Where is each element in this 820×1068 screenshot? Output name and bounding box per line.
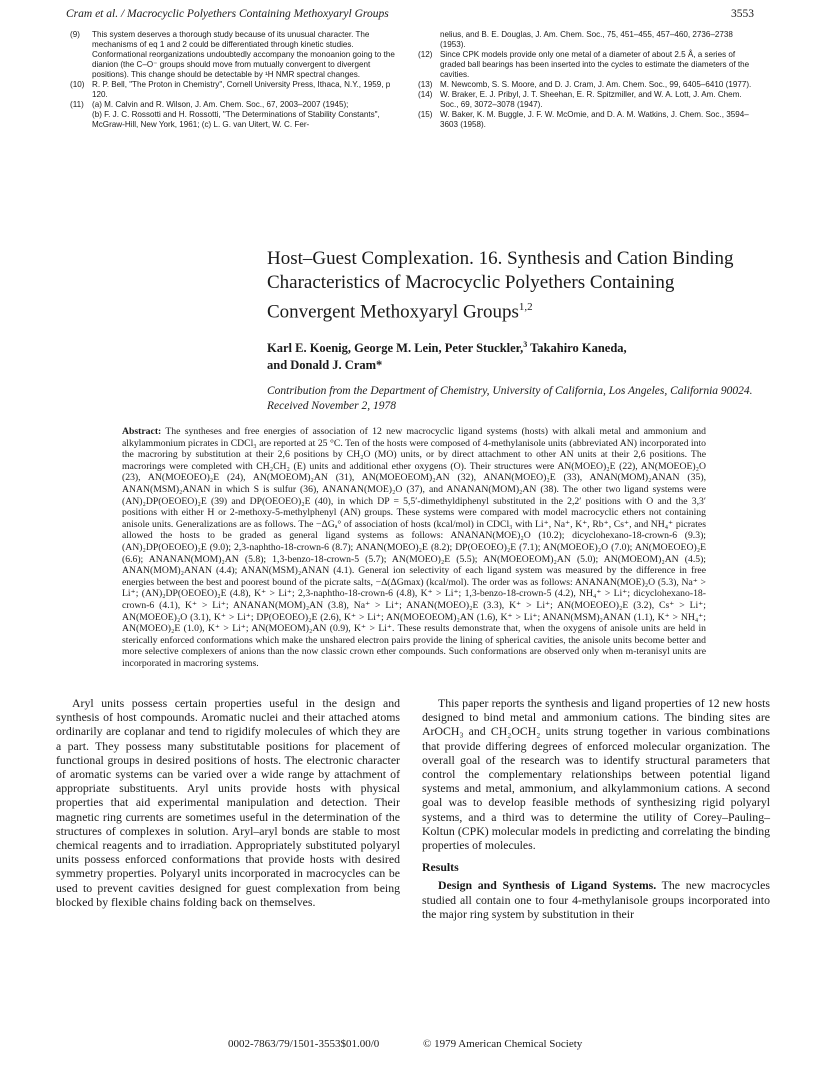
reference-item [70, 100, 404, 130]
running-head-title: Cram et al. / Macrocyclic Polyethers Containing Methoxyaryl Groups [66, 8, 389, 20]
reference-text: This system deserves a thorough study because of its unusual character. The mechanisms of eq 1 and 2 could be differentiated through kinetic studies. Conformational reorganizations undoubtedly accompany the monoanion going to the dianion (the C–O⁻ groups should move from mutually convergent to divergent positions). This change should be detectable by ¹H NMR spectral changes. [92, 30, 395, 79]
authors-line-1-end: Takahiro Kaneda, [527, 341, 627, 356]
references-right-column [418, 30, 758, 130]
references-left-column [70, 30, 404, 130]
reference-item [70, 80, 404, 100]
reference-item [418, 30, 758, 50]
abstract-text: The syntheses and free energies of association of 12 new macrocyclic ligand systems (hosts) with alkali metal and ammonium and alkylammonium picrates in CDCl₃ are reported at 25 °C. Ten of the hosts were composed of 4-methylanisole units (abbreviated AN) incorporated into the macroring by substitution at their 2,6 positions by CH₂O (MO) units, or by direct attachment to other AN units at their 2,6 positions. The macrorings were completed with CH₂CH₂ (E) units and additional ether oxygens (O). Their structures were AN(MOEO)₂E (22), AN(MOEOE)₂O (23), AN(MOEOEO)₂E (24), AN(MOEOM)₂AN (31), AN(MOEOEOM)₂AN (32), ANAN(MOEO)₂E (33), ANAN(MOM)₂ANAN (35), ANAN(MSM)₂ANAN in which S is sulfur (36), ANANAN(MOE)₂O (37), and ANANAN(MOM)₂AN (38). The other two ligand systems were (AN)₂DP(OEOEO)₂E (39) and DP(OEOEO)₂E (40), in which DP = 5,5′-dimethyldiphenyl substituted in the 2,2′ positions with O and the 3,3′ positions with either H or 2-methoxy-5-methylphenyl (AN) groups. These systems were compared with model macrocyclic ethers not containing anisole units. Generalizations are as follows. The −ΔGₐ° of association of hosts (kcal/mol) in CDCl₃ with Li⁺, Na⁺, K⁺, Rb⁺, Cs⁺, and NH₄⁺ picrates allowed the hosts to be graded as general ligand systems as follows: ANANAN(MOE)₂O (10.2); dicyclohexano-18-crown-6 (9.3); (AN)₂DP(OEOEO)₂E (9.0); 2,3-naphtho-18-crown-6 (8.7); ANAN(MOEO)₂E (8.2); DP(OEOEO)₂E (7.1); AN(MOEOE)₂O (7.0); AN(MOEOEO)₂E (6.6); ANANAN(MOM)₂AN (5.8); 1,3-benzo-18-crown-5 (5.7); AN(MOEO)₂E (5.5); AN(MOEOEOM)₂AN (5.0); AN(MOEOM)₂AN (4.5); ANAN(MOM)₂ANAN (4.4); ANAN(MSM)₂ANAN (4.1). General ion selectivity of each ligand system was measured by the difference in free energies between the best and poorest bound of the picrate salts, −Δ(ΔGmax) (kcal/mol). The order was as follows: ANANAN(MOE)₂O (5.3), Na⁺ > Li⁺; (AN)₂DP(OEOEO)₂E (4.8), K⁺ > Li⁺; 2,3-naphtho-18-crown-6 (4.8), K⁺ > Li⁺; 1,3-benzo-18-crown-5 (4.2), NH₄⁺ > Li⁺; dicyclohexano-18-crown-6 (4.1), K⁺ > Li⁺; ANANAN(MOM)₂AN (3.8), Na⁺ > Li⁺; ANAN(MOEO)₂E (3.3), K⁺ > Li⁺; AN(MOEOEO)₂E (3.2), Cs⁺ > Li⁺; AN(MOEOE)₂O (3.1), K⁺ > Li⁺; DP(OEOEO)₂E (2.6), K⁺ > Li⁺; AN(MOEOEOM)₂AN (1.6), K⁺ > Li⁺; ANAN(MSM)₂ANAN (1.1), K⁺ > NH₄⁺; AN(MOEO)₂E (1.0), K⁺ > Li⁺; AN(MOEOM)₂AN (0.9), K⁺ > Li⁺. These results demonstrate that, when the oxygens of anisole units are held in sterically enforced conformations which make the unshared electron pairs provide the lining of spherical cavities, the anisole units become better and more selective complexers of anions than the now classic crown ether compounds. Such conformations are observed only when m-teranisyl units are incorporated in macroring systems. [122, 426, 706, 669]
body-right-column [422, 696, 770, 921]
running-head [66, 8, 754, 24]
reference-item [418, 50, 758, 80]
article-authors [267, 336, 767, 374]
footer-code: 0002-7863/79/1501-3553$01.00/0 [228, 1038, 380, 1050]
abstract [122, 426, 706, 669]
article-header [267, 247, 767, 414]
abstract-label: Abstract: [122, 426, 162, 437]
reference-text: R. P. Bell, "The Proton in Chemistry", Cornell University Press, Ithaca, N.Y., 1959, p 120. [92, 80, 391, 99]
footer-copyright: © 1979 American Chemical Society [423, 1038, 583, 1050]
reference-text: (a) M. Calvin and R. Wilson, J. Am. Chem. Soc., 67, 2003–2007 (1945); [92, 100, 349, 109]
page-number: 3553 [731, 8, 754, 20]
reference-number: (11) [70, 100, 84, 109]
reference-number: (9) [70, 30, 80, 39]
reference-number: (10) [70, 80, 85, 89]
authors-line-2: and Donald J. Cram* [267, 358, 383, 373]
author-footnote-mark: 3 [523, 340, 528, 350]
article-title-text: Host–Guest Complexation. 16. Synthesis and Cation Binding Characteristics of Macrocyclic Polyethers Containing Convergent Methoxyaryl Groups [267, 248, 734, 323]
authors-line-1: Karl E. Koenig, George M. Lein, Peter Stuckler, [267, 341, 524, 356]
body-paragraph: Aryl units possess certain properties useful in the design and synthesis of host compounds. Aromatic nuclei and their attached atoms ordinarily are coplanar and tend to rigidify molecules of which they are a part. They possess many substitutable positions for placement of functional groups in desired positions of hosts. The electronic character of aromatic systems can be varied over a wide range by attachment of appropriate substituents. Aryl units provide hosts with physical properties that aid experimental manipulation and detection. Their magnetic ring currents are sometimes useful in the determination of the structures of complexes in solution. Aryl–aryl bonds are stable to most chemical reagents and to irradiation. Appropriately substituted polyaryl units possess enforced conformations that provide hosts with desired symmetry properties. Polyaryl units incorporated in macrocycles can be used to prevent cavities designed for guest complexation from being blocked by flexible chains folding back on themselves. [56, 696, 400, 909]
article-affiliation: Contribution from the Department of Chemistry, University of California, Los Angeles, California 90024. Received November 2, 1978 [267, 385, 753, 413]
runin-heading: Design and Synthesis of Ligand Systems. [438, 878, 657, 893]
reference-number: (12) [418, 50, 433, 59]
reference-number: (15) [418, 110, 433, 119]
reference-subtext: (b) F. J. C. Rossotti and H. Rossotti, "The Determinations of Stability Constants", McGraw-Hill, New York, 1961; (c) L. G. van Uitert, W. C. Fer- [92, 110, 380, 129]
reference-text: M. Newcomb, S. S. Moore, and D. J. Cram, J. Am. Chem. Soc., 99, 6405–6410 (1977). [440, 80, 752, 89]
body-paragraph-text: The new macrocycles studied all contain one to four 4-methylanisole groups incorporated into the major ring system by substitution in their [422, 878, 770, 921]
reference-number: (14) [418, 90, 433, 99]
article-title [267, 247, 767, 324]
reference-item [418, 110, 758, 130]
reference-item [418, 80, 758, 90]
body-paragraph [422, 878, 770, 921]
reference-text: W. Baker, K. M. Buggle, J. F. W. McOmie, and D. A. M. Watkins, J. Chem. Soc., 3594–3603 (1958). [440, 110, 749, 129]
reference-item [70, 30, 404, 80]
reference-number: (13) [418, 80, 433, 89]
section-heading-results: Results [422, 860, 459, 875]
reference-text: Since CPK models provide only one metal of a diameter of about 2.5 Å, a series of graded ball bearings has been inserted into the cycles to estimate the diameters of the cavities. [440, 50, 750, 79]
body-paragraph: This paper reports the synthesis and ligand properties of 12 new hosts designed to bind metal and ammonium cations. The binding sites are ArOCH₃ and CH₂OCH₂ units strung together in various combinations that provide differing degrees of enforced molecular organization. The overall goal of the research was to identify structural parameters that control the complementary relationships between potential ligand systems and metal, ammonium, and alkylammonium cations. A second goal was to develop feasible methods of synthesizing rigid polyaryl systems, and a third was to determine the utility of Corey–Pauling–Koltun (CPK) molecular models in predicting and correlating the binding properties of molecules. [422, 696, 770, 853]
reference-item [418, 90, 758, 110]
article-title-footnote-marks: 1,2 [518, 301, 533, 313]
reference-text: W. Braker, E. J. Pribyl, J. T. Sheehan, E. R. Spitzmiller, and W. A. Lott, J. Am. Chem. Soc., 69, 3072–3078 (1947). [440, 90, 742, 109]
body-left-column [56, 696, 400, 909]
reference-text: nelius, and B. E. Douglas, J. Am. Chem. Soc., 75, 451–455, 457–460, 2736–2738 (1953). [440, 30, 733, 49]
